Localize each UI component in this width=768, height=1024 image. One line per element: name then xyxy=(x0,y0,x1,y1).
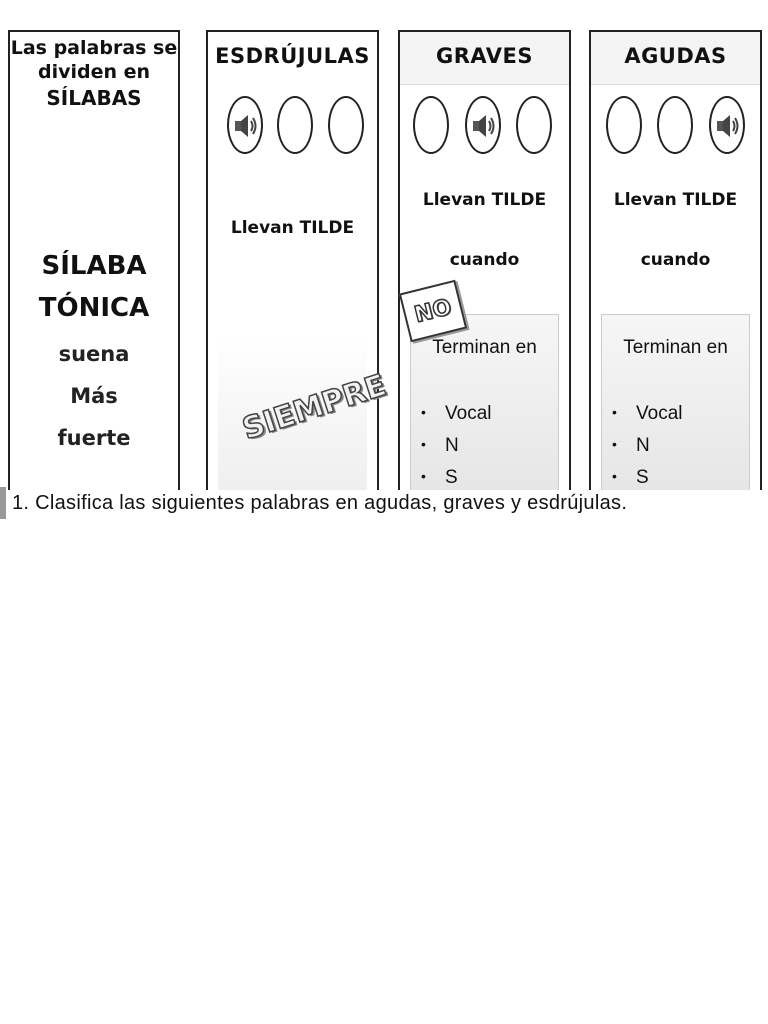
intro-line-1: Las palabras se xyxy=(10,37,178,59)
terminan-box xyxy=(410,314,559,490)
syllable-circles xyxy=(208,96,377,158)
esdrujulas-panel xyxy=(206,30,391,490)
list-item: • S xyxy=(421,467,458,488)
list-item: • N xyxy=(421,435,459,456)
syllable-circle-1 xyxy=(606,96,642,154)
syllable-circles xyxy=(591,96,760,158)
speaker-icon xyxy=(716,113,740,139)
terminan-box xyxy=(601,314,750,490)
margin-bar xyxy=(0,487,6,519)
syllable-circle-1 xyxy=(413,96,449,154)
cuando-label: cuando xyxy=(449,250,520,270)
terminan-label: Terminan en xyxy=(623,337,728,358)
tilde-rule: Llevan TILDE xyxy=(422,190,547,210)
list-item: • S xyxy=(612,467,649,488)
intro-text xyxy=(10,36,178,110)
ending-list xyxy=(612,397,682,493)
speaker-icon xyxy=(234,113,258,139)
exercise-instruction: 1. Clasifica las siguientes palabras en agudas, graves y esdrújulas. xyxy=(12,492,628,514)
mas-text: Más xyxy=(70,384,118,408)
syllable-circle-2 xyxy=(465,96,501,154)
no-sticker-text: NO xyxy=(411,294,455,328)
siempre-area xyxy=(218,332,391,490)
tilde-rule: Llevan TILDE xyxy=(613,190,738,210)
tilde-rule: Llevan TILDE xyxy=(230,218,355,238)
agudas-panel xyxy=(589,30,762,490)
fuerte-text: fuerte xyxy=(57,426,131,450)
siempre-sticker: SIEMPRE xyxy=(238,367,391,448)
terminan-label: Terminan en xyxy=(432,337,537,358)
syllable-circle-3 xyxy=(709,96,745,154)
intro-line-3: SÍLABAS xyxy=(46,86,142,110)
tonica-label: TÓNICA xyxy=(38,293,150,323)
graves-title: GRAVES xyxy=(436,44,533,68)
syllable-circle-2 xyxy=(657,96,693,154)
agudas-title: AGUDAS xyxy=(624,44,727,68)
speaker-icon xyxy=(472,113,496,139)
ending-list xyxy=(421,397,491,493)
graves-panel xyxy=(398,30,571,490)
silaba-label: SÍLABA xyxy=(41,251,147,281)
suena-text: suena xyxy=(58,342,130,366)
intro-line-2: dividen en xyxy=(37,61,151,83)
syllable-circle-3 xyxy=(516,96,552,154)
esdrujulas-title: ESDRÚJULAS xyxy=(215,44,370,68)
syllable-circle-1 xyxy=(227,96,263,154)
syllable-circle-3 xyxy=(328,96,364,154)
cuando-label: cuando xyxy=(640,250,711,270)
intro-panel xyxy=(8,30,180,490)
list-item: • Vocal xyxy=(421,403,492,424)
list-item: • Vocal xyxy=(612,403,683,424)
syllable-circle-2 xyxy=(277,96,313,154)
syllable-circles xyxy=(400,96,569,158)
list-item: • N xyxy=(612,435,650,456)
